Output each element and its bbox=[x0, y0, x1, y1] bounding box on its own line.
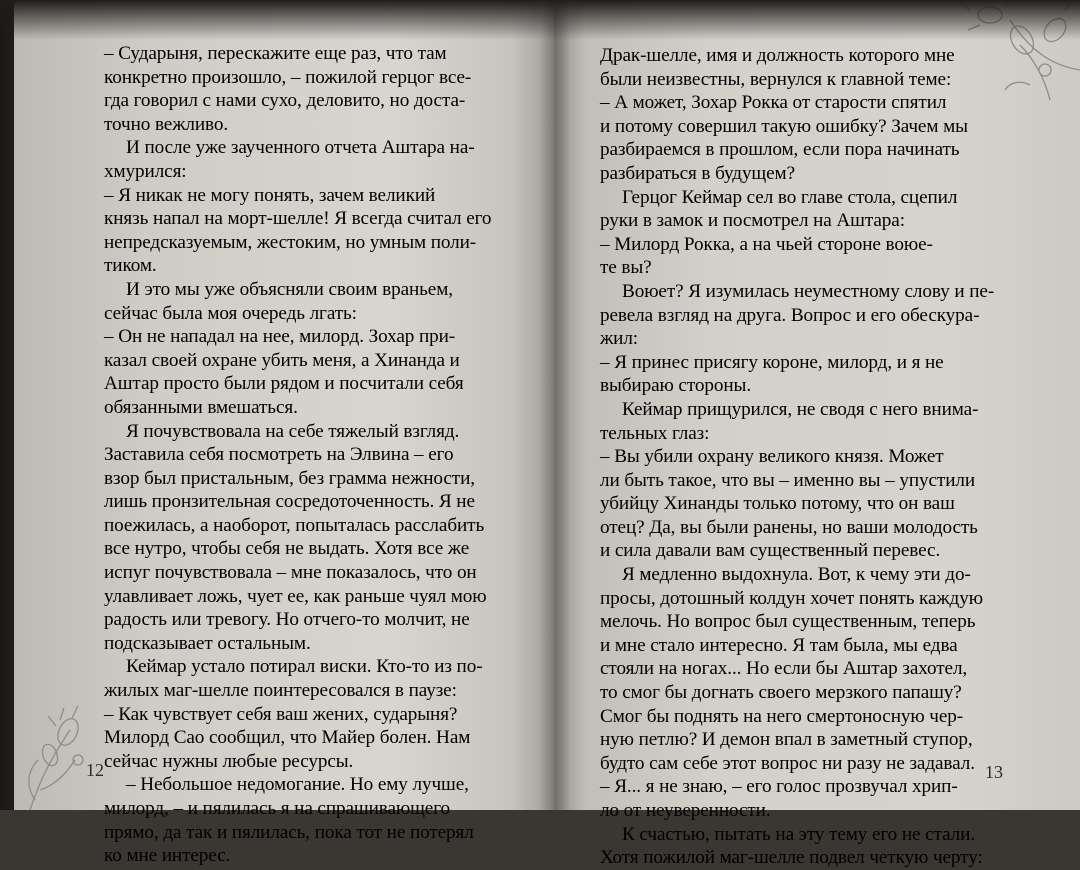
text-line: испуг почувствовала – мне показалось, что он bbox=[104, 562, 477, 584]
text-line: хмурился: bbox=[104, 160, 187, 182]
text-line: тельных глаз: bbox=[600, 422, 710, 444]
text-line: взор был пристальным, без грамма нежности, bbox=[104, 467, 475, 489]
text-line: – Вы убили охрану великого князя. Может bbox=[600, 446, 944, 468]
text-line: – Я никак не могу понять, зачем великий bbox=[104, 184, 436, 206]
text-line: К счастью, пытать на эту тему его не стали. bbox=[622, 823, 976, 845]
text-line: конкретно произошло, – пожилой герцог все- bbox=[104, 66, 472, 88]
text-line: ло от неуверенности. bbox=[600, 800, 771, 821]
text-line: тиком. bbox=[104, 255, 157, 277]
text-line: стояли на ногах... Но если бы Аштар захотел, bbox=[600, 658, 968, 680]
text-line: разбираемся в прошлом, если пора начинать bbox=[600, 139, 960, 161]
text-line: Я медленно выдохнула. Вот, к чему эти до- bbox=[622, 564, 971, 586]
text-line: – Он не нападал на нее, милорд. Зохар при- bbox=[104, 326, 456, 348]
text-line: ную петлю? И демон впал в заметный ступор, bbox=[600, 729, 973, 751]
text-line: Кеймар устало потирал виски. Кто-то из по- bbox=[126, 656, 483, 678]
text-line: выбираю стороны. bbox=[600, 375, 752, 397]
text-line: ко мне интерес. bbox=[104, 845, 231, 867]
text-line: Кеймар прищурился, не сводя с него внима- bbox=[622, 398, 979, 420]
text-line: обязанными вмешаться. bbox=[104, 396, 298, 418]
text-line: сейчас нужны любые ресурсы. bbox=[104, 750, 354, 772]
text-line: Хотя пожилой маг-шелле подвел четкую черту: bbox=[600, 847, 983, 869]
text-line: – Милорд Рокка, а на чьей стороне воюе- bbox=[600, 233, 933, 255]
text-line: И после уже заученного отчета Аштара на- bbox=[126, 137, 475, 159]
text-line: улавливает ложь, чует ее, как раньше чуял мою bbox=[104, 585, 487, 607]
text-line: – Как чувствует себя ваш жених, сударыня? bbox=[104, 703, 458, 725]
text-line: все нутро, чтобы себя не выдать. Хотя все же bbox=[104, 538, 470, 560]
text-line: милорд, – и пялилась я на спрашивающего bbox=[104, 798, 450, 819]
text-line: лишь пронзительная сосредоточенность. Я не bbox=[104, 491, 475, 513]
text-line: – Небольшое недомогание. Но ему лучше, bbox=[126, 774, 469, 796]
text-line: ли быть такое, что вы – именно вы – упустили bbox=[600, 469, 976, 491]
text-line: – Я... я не знаю, – его голос прозвучал хрип- bbox=[600, 776, 958, 798]
text-line: убийцу Хинанды только потому, что он ваш bbox=[600, 493, 955, 515]
background-shadow bbox=[0, 0, 1080, 40]
text-line: то смог бы догнать своего мерзкого папашу? bbox=[600, 682, 962, 704]
text-line: Драк-шелле, имя и должность которого мне bbox=[600, 45, 955, 66]
text-line: будто сам себе этот вопрос ни разу не задавал. bbox=[600, 752, 975, 774]
left-page-number: 12 bbox=[86, 760, 104, 780]
text-line: Аштар просто были рядом и посчитали себя bbox=[104, 373, 464, 395]
text-line: Милорд Сао сообщил, что Майер болен. Нам bbox=[104, 727, 471, 749]
text-line: сейчас была моя очередь лгать: bbox=[104, 302, 357, 324]
text-line: просы, дотошный колдун хочет понять каждую bbox=[600, 587, 983, 609]
right-page-number: 13 bbox=[985, 762, 1003, 782]
text-line: – Я принес присягу короне, милорд, и я не bbox=[600, 351, 944, 373]
text-line: – А может, Зохар Рокка от старости спятил bbox=[600, 92, 947, 114]
text-line: были неизвестны, вернулся к главной теме: bbox=[600, 68, 952, 90]
text-line: Я почувствовала на себе тяжелый взгляд. bbox=[126, 420, 460, 442]
text-line: – Сударыня, перескажите еще раз, что там bbox=[104, 43, 447, 64]
text-line: Заставила себя посмотреть на Элвина – его bbox=[104, 444, 454, 466]
text-line: мелочь. Но вопрос был существенным, теперь bbox=[600, 611, 976, 633]
text-line: И это мы уже объясняли своим враньем, bbox=[126, 278, 453, 300]
text-line: ревела взгляд на друга. Вопрос и его обескура- bbox=[600, 304, 980, 326]
text-line: Воюет? Я изумилась неуместному слову и пе- bbox=[622, 280, 995, 302]
text-line: поежилась, а наоборот, попыталась расслабить bbox=[104, 514, 485, 536]
text-line: отец? Да, вы были ранены, но ваши молодость bbox=[600, 516, 978, 538]
text-line: те вы? bbox=[600, 257, 652, 279]
text-line: непредсказуемым, жестоким, но умным поли- bbox=[104, 231, 477, 253]
text-line: жилых маг-шелле поинтересовался в паузе: bbox=[104, 680, 457, 702]
text-line: прямо, да так и пялилась, пока тот не потерял bbox=[104, 821, 474, 843]
text-line: разбираться в будущем? bbox=[600, 162, 795, 184]
text-line: точно вежливо. bbox=[104, 113, 229, 135]
text-line: и потому совершил такую ошибку? Зачем мы bbox=[600, 115, 968, 137]
text-line: и мне стало интересно. Я там была, мы едва bbox=[600, 634, 958, 656]
text-line: казал своей охране убить меня, а Хинанда и bbox=[104, 349, 460, 371]
text-line: князь напал на морт-шелле! Я всегда считал его bbox=[104, 208, 492, 230]
text-line: подсказывает остальным. bbox=[104, 632, 311, 654]
text-line: Смог бы поднять на него смертоносную чер- bbox=[600, 705, 964, 727]
left-page-text bbox=[104, 42, 512, 868]
text-line: жил: bbox=[600, 328, 639, 350]
text-line: руки в замок и посмотрел на Аштара: bbox=[600, 210, 905, 232]
text-line: радость или тревогу. Но отчего-то молчит, не bbox=[104, 609, 470, 631]
text-line: гда говорил с нами сухо, деловито, но доста- bbox=[104, 90, 466, 112]
text-line: Герцог Кеймар сел во главе стола, сцепил bbox=[622, 186, 958, 208]
book-gutter bbox=[540, 0, 570, 810]
text-line: и сила давали вам существенный перевес. bbox=[600, 540, 941, 562]
floral-ornament-icon bbox=[20, 700, 100, 810]
